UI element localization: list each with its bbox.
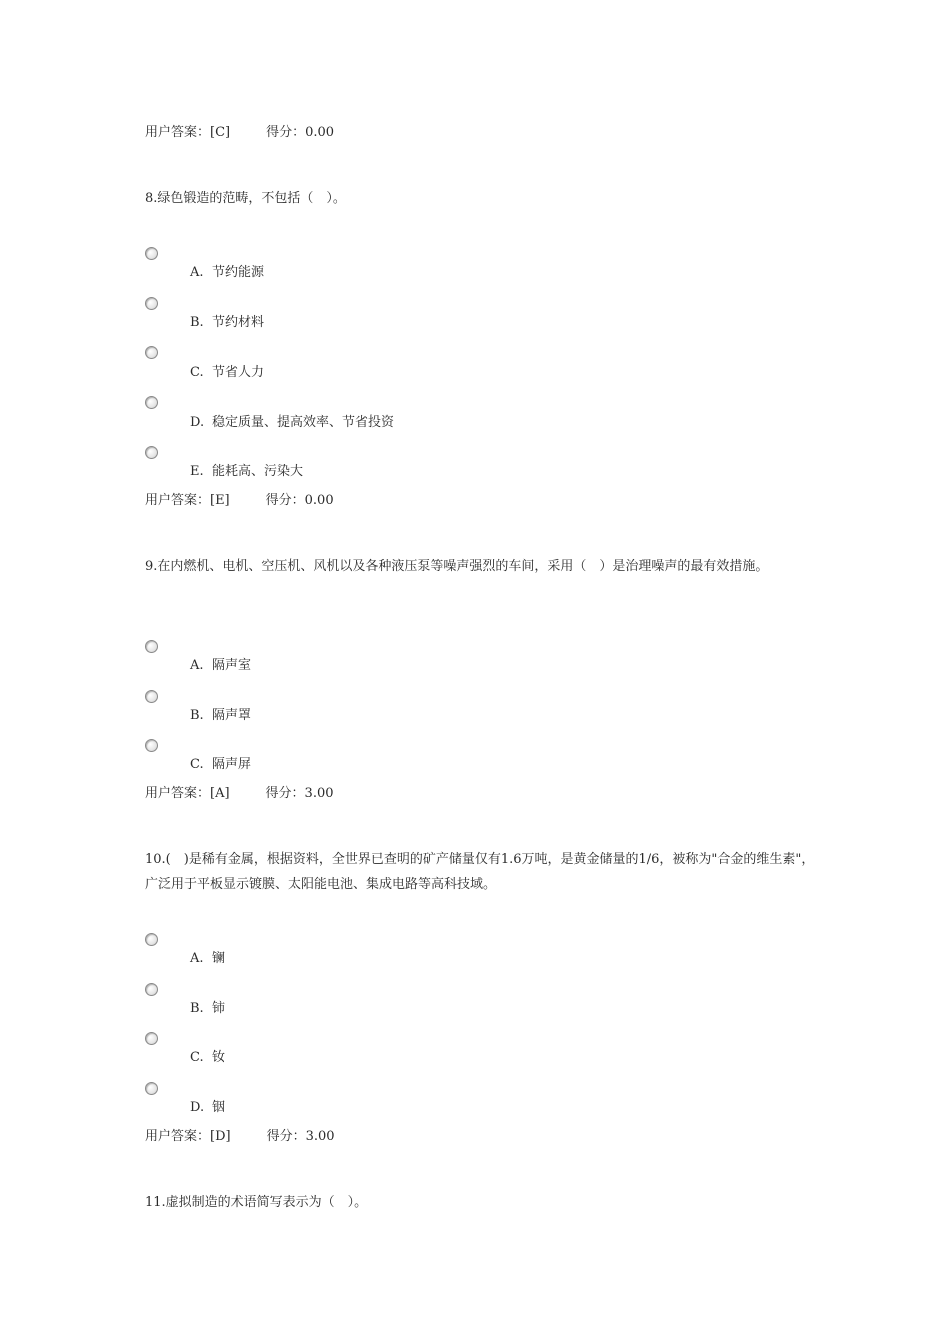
option-label: D. 铟	[190, 1100, 226, 1115]
score: 得分：3.00	[265, 786, 334, 801]
radio-option-c[interactable]	[145, 346, 158, 359]
radio-option-e[interactable]	[145, 446, 158, 459]
option-label: C. 钕	[190, 1050, 226, 1065]
radio-option-b[interactable]	[145, 297, 158, 310]
answer-line	[145, 121, 334, 140]
radio-option-a[interactable]	[145, 247, 158, 260]
option-label: B. 节约材料	[190, 315, 265, 330]
score: 得分：3.00	[266, 1129, 335, 1144]
score: 得分：0.00	[266, 125, 335, 140]
radio-option-b[interactable]	[145, 690, 158, 703]
option-label: C. 节省人力	[190, 365, 265, 380]
option-label: E. 能耗高、污染大	[190, 464, 304, 479]
option-label: B. 铈	[190, 1001, 226, 1016]
radio-option-d[interactable]	[145, 396, 158, 409]
option-label: A. 节约能源	[190, 265, 265, 280]
answer-line	[145, 489, 334, 508]
question-text: 11.虚拟制造的术语简写表示为（ ）。	[145, 1195, 368, 1210]
radio-option-b[interactable]	[145, 983, 158, 996]
option-label: A. 隔声室	[190, 658, 252, 673]
user-answer: 用户答案：[E]	[145, 493, 230, 508]
answer-line	[145, 1125, 335, 1144]
option-label: D. 稳定质量、提高效率、节省投资	[190, 415, 395, 430]
radio-option-c[interactable]	[145, 1032, 158, 1045]
option-label: B. 隔声罩	[190, 708, 252, 723]
radio-option-d[interactable]	[145, 1082, 158, 1095]
score: 得分：0.00	[265, 493, 334, 508]
radio-option-c[interactable]	[145, 739, 158, 752]
answer-line	[145, 782, 334, 801]
option-label: C. 隔声屏	[190, 757, 252, 772]
question-text: 8.绿色锻造的范畴，不包括（ ）。	[145, 191, 346, 206]
radio-option-a[interactable]	[145, 933, 158, 946]
question-text: 10.( )是稀有金属，根据资料，全世界已查明的矿产储量仅有1.6万吨，是黄金储量的1/6，被称为"合金的维生素"，广泛用于平板显示镀膜、太阳能电池、集成电路等高科技域。	[145, 852, 815, 892]
user-answer: 用户答案：[A]	[145, 786, 230, 801]
user-answer: 用户答案：[C]	[145, 125, 231, 140]
question-text: 9.在内燃机、电机、空压机、风机以及各种液压泵等噪声强烈的车间，采用（ ）是治理噪声的最有效措施。	[145, 559, 769, 574]
option-label: A. 镧	[190, 951, 226, 966]
radio-option-a[interactable]	[145, 640, 158, 653]
user-answer: 用户答案：[D]	[145, 1129, 231, 1144]
